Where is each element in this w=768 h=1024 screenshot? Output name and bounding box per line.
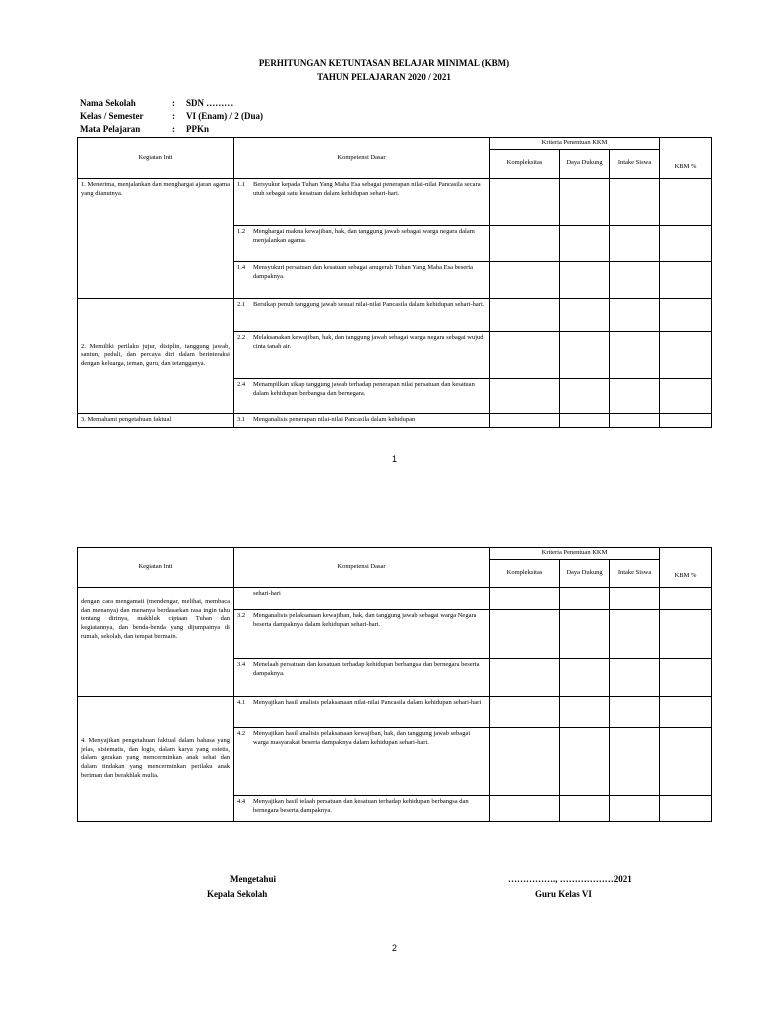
header-kegiatan-inti: Kegiatan Inti [78,138,234,179]
kd-number: 1.2 [237,227,246,235]
kd-text: Melaksanakan kewajiban, hak, dan tanggung jawab sebagai warga negara sebagai wujud cinta tanah air. [253,333,484,350]
kd-number: 3.4 [237,660,246,668]
daya-dukung-cell [560,378,610,413]
info-row-class [80,111,263,121]
kd-cell [234,331,490,378]
kbm-cell [660,298,712,331]
kegiatan-inti-3-cont: dengan cara mengamati (mendengar, melihat, membaca dan menanya) dan menanya berdasarkan rasa ingin tahu tentang dirinya, makhluk ciptaan Tuhan dan kegiatannya, dan benda-benda yang dijumpainya di rumah, sekolah, dan tempat bermain. [78,587,234,696]
kegiatan-inti-4: 4. Menyajikan pengetahuan faktual dalam bahasa yang jelas, sistematis, dan logis, dalam karya yang estetis, dalam gerakan yang mencerminkan anak sehat dan dalam tindakan yang mencerminkan perilaku anak beriman dan berakhlak mulia. [78,696,234,821]
kbm-cell [660,378,712,413]
info-label: Mata Pelajaran [80,124,141,134]
kd-cell [234,795,490,821]
header-kriteria: Kriteria Penentuan KKM [490,548,660,560]
kd-number: 4.1 [237,698,246,706]
kd-cell [234,696,490,727]
info-row-subject [80,124,209,134]
kd-number [237,590,253,599]
header-intake-siswa: Intake Siswa [610,559,660,587]
kd-text: Menelaah persatuan dan kesatuan terhadap kehidupan berbangsa dan bernegara beserta dampaknya. [253,660,480,677]
kd-text: Bersyukur kepada Tuhan Yang Maha Esa sebagai penerapan nilai-nilai Pancasila secara utuh sebagai satu kesatuan dalam kehidupan sehari-hari. [253,180,481,197]
signature-right-date: ……………., ………………2021 [508,874,632,884]
info-colon: : [172,98,175,108]
kompleksitas-cell [490,261,560,298]
kd-number: 3.1 [237,415,246,423]
daya-dukung-cell [560,331,610,378]
kompleksitas-cell [490,378,560,413]
intake-cell [610,331,660,378]
intake-cell [610,298,660,331]
kompleksitas-cell [490,609,560,658]
header-kbm: KBM % [660,548,712,588]
intake-cell [610,378,660,413]
info-colon: : [172,124,175,134]
daya-dukung-cell [560,178,610,225]
kd-cell [234,178,490,225]
daya-dukung-cell [560,587,610,609]
info-label: Nama Sekolah [80,98,136,108]
page-number-1: 1 [392,454,398,464]
kbm-cell [660,178,712,225]
intake-cell [610,413,660,427]
kompleksitas-cell [490,727,560,795]
kbm-cell [660,658,712,696]
kd-text: Menghargai makna kewajiban, hak, dan tanggung jawab sebagai warga negara dalam menjalankan agama. [253,227,475,244]
daya-dukung-cell [560,795,610,821]
kd-text: Menyajikan hasil telaah persatuan dan kesatuan terhadap kehidupan berbangsa dan bernegara beserta dampaknya. [253,797,469,814]
kegiatan-inti-2: 2. Memiliki perilaku jujur, disiplin, tanggung jawab, santun, peduli, dan percaya diri dalam berinteraksi dengan keluarga, teman, guru, dan tetangganya. [78,298,234,413]
kbm-cell [660,727,712,795]
kbm-cell [660,261,712,298]
intake-cell [610,696,660,727]
intake-cell [610,658,660,696]
daya-dukung-cell [560,261,610,298]
kegiatan-inti-1: 1. Menerima, menjalankan dan menghargai ajaran agama yang dianutnya. [78,178,234,298]
info-colon: : [172,111,175,121]
kompleksitas-cell [490,696,560,727]
kbm-cell [660,587,712,609]
kompleksitas-cell [490,331,560,378]
kd-text: Menganalisis penerapan nilai-nilai Pancasila dalam kehidupan [253,415,416,423]
kd-cell [234,609,490,658]
info-row-school [80,98,233,108]
document-subtitle: TAHUN PELAJARAN 2020 / 2021 [317,72,451,82]
kegiatan-inti-3: 3. Memahami pengetahuan faktual [78,413,234,427]
kd-cell [234,298,490,331]
kd-number: 4.4 [237,797,246,805]
daya-dukung-cell [560,609,610,658]
daya-dukung-cell [560,727,610,795]
intake-cell [610,727,660,795]
kbm-cell [660,331,712,378]
header-kegiatan-inti: Kegiatan Inti [78,548,234,588]
info-value: SDN ……… [186,98,234,108]
intake-cell [610,225,660,261]
info-value: PPKn [186,124,210,134]
kd-cell [234,225,490,261]
kompleksitas-cell [490,178,560,225]
header-daya-dukung: Daya Dukung [560,559,610,587]
kkm-table-page-1 [77,137,712,428]
header-kompetensi-dasar: Kompetensi Dasar [234,548,490,588]
kd-cell [234,261,490,298]
kd-cell [234,378,490,413]
kd-text: sehari-hari [253,589,281,597]
kd-text: Menyajikan hasil analisis pelaksanaan nilai-nilai Pancasila dalam kehidupan sehari-hari [253,698,482,706]
kbm-cell [660,225,712,261]
intake-cell [610,178,660,225]
kd-number: 3.2 [237,611,246,619]
kompleksitas-cell [490,658,560,696]
kd-number: 4.2 [237,729,246,737]
signature-right-role: Guru Kelas VI [535,889,592,899]
kompleksitas-cell [490,225,560,261]
kd-cell [234,658,490,696]
kbm-cell [660,413,712,427]
kd-number: 2.4 [237,380,246,388]
kbm-cell [660,696,712,727]
kompleksitas-cell [490,413,560,427]
header-daya-dukung: Daya Dukung [560,149,610,178]
header-kriteria: Kriteria Penentuan KKM [490,138,660,150]
kd-text: Menampilkan sikap tanggung jawab terhadap penerapan nilai persatuan dan kesatuan dalam kehidupan berbangsa dan bernegara. [253,380,475,397]
intake-cell [610,609,660,658]
info-label: Kelas / Semester [80,111,144,121]
kd-cell [234,727,490,795]
intake-cell [610,795,660,821]
header-kompleksitas: Kompleksitas [490,149,560,178]
page-number-2: 2 [392,943,398,953]
kd-text: Bersikap penuh tanggung jawab sesuai nilai-nilai Pancasila dalam kehidupan sehari-hari. [253,300,485,308]
daya-dukung-cell [560,298,610,331]
intake-cell [610,587,660,609]
kompleksitas-cell [490,795,560,821]
kd-number: 1.4 [237,263,246,271]
daya-dukung-cell [560,696,610,727]
header-kompleksitas: Kompleksitas [490,559,560,587]
header-intake-siswa: Intake Siswa [610,149,660,178]
daya-dukung-cell [560,413,610,427]
header-kompetensi-dasar: Kompetensi Dasar [234,138,490,179]
kd-text: Menganalisis pelaksanaan kewajiban, hak, dan tanggung jawab sebagai warga Negara beserta dampaknya dalam kehidupan sehari-hari. [253,611,477,628]
signature-left-role: Kepala Sekolah [207,889,268,899]
kd-cell [234,587,490,609]
document-title: PERHITUNGAN KETUNTASAN BELAJAR MINIMAL (KBM) [258,58,510,68]
kd-cell [234,413,490,427]
kd-number: 1.1 [237,180,246,188]
info-value: VI (Enam) / 2 (Dua) [186,111,264,121]
kd-number: 2.1 [237,300,246,308]
kd-number: 2.2 [237,333,246,341]
kompleksitas-cell [490,298,560,331]
kompleksitas-cell [490,587,560,609]
kbm-cell [660,609,712,658]
kd-text: Mensyukuri persatuan dan kesatuan sebagai anugerah Tuhan Yang Maha Esa beserta dampaknya. [253,263,474,280]
intake-cell [610,261,660,298]
daya-dukung-cell [560,225,610,261]
daya-dukung-cell [560,658,610,696]
header-kbm: KBM % [660,138,712,179]
kkm-table-page-2 [77,547,712,822]
signature-left-title: Mengetahui [230,874,276,884]
kd-text: Menyajikan hasil analisis pelaksanaan kewajiban, hak, dan tanggung jawab sebagai warga masyarakat beserta dampaknya dalam kehidupan sehari-hari. [253,729,471,746]
kbm-cell [660,795,712,821]
